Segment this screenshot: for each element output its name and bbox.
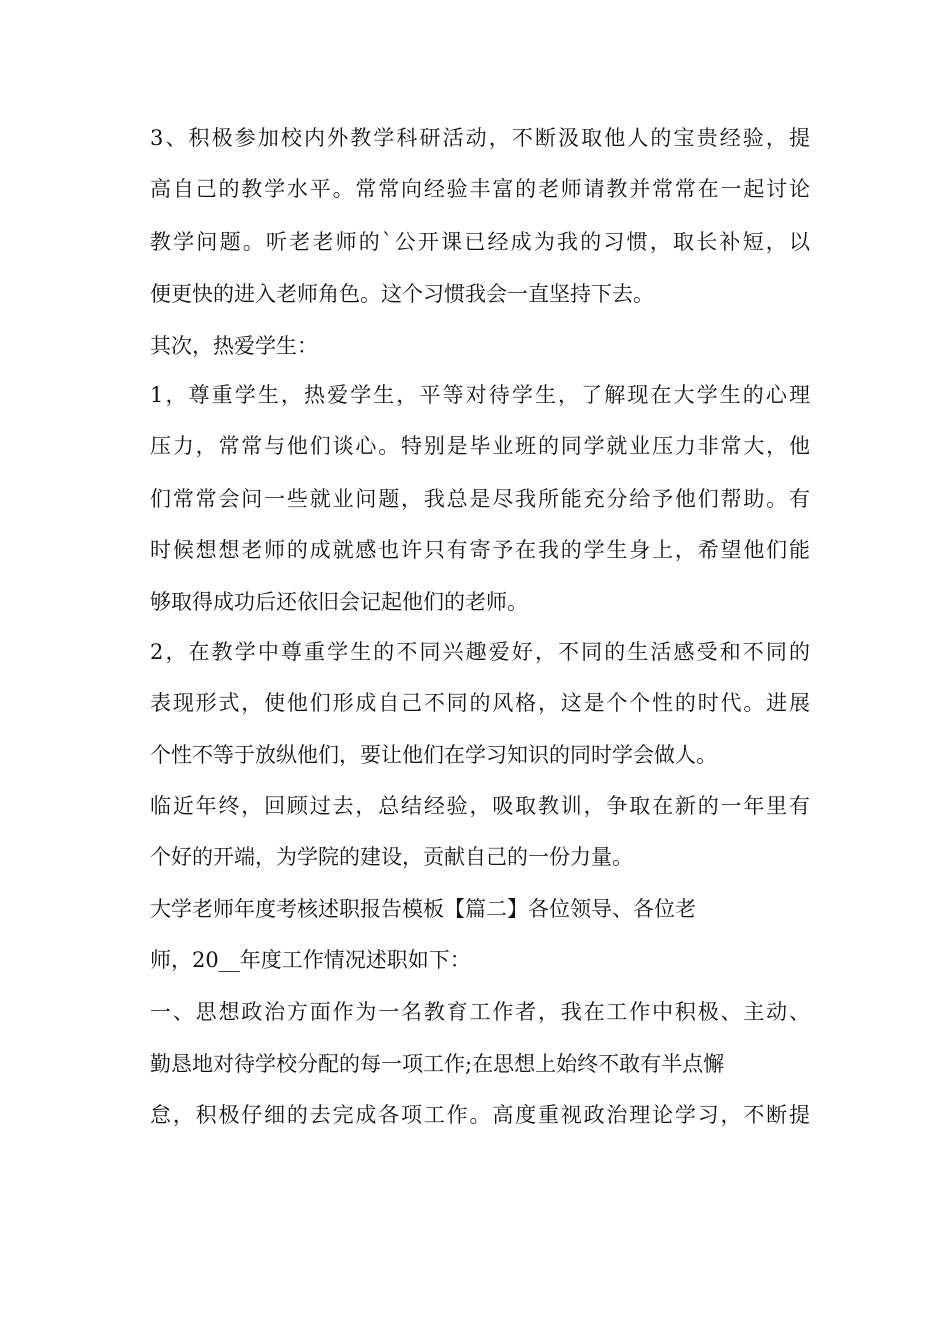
text-line: 够取得成功后还依旧会记起他们的老师。 xyxy=(150,590,528,614)
text-line: 3、积极参加校内外教学科研活动，不断汲取他人的宝贵经验，提 xyxy=(150,126,810,150)
text-line: 师，20__年度工作情况述职如下： xyxy=(150,948,471,972)
text-line: 便更快的进入老师角色。这个习惯我会一直坚持下去。 xyxy=(150,282,654,306)
text-line: 高自己的教学水平。常常向经验丰富的老师请教并常常在一起讨论 xyxy=(150,177,810,201)
text-line: 个好的开端，为学院的建设，贡献自己的一份力量。 xyxy=(150,845,633,869)
report-title-line: 大学老师年度考核述职报告模板【篇二】各位领导、各位老 xyxy=(150,897,696,921)
text-line: 2，在教学中尊重学生的不同兴趣爱好，不同的生活感受和不同的 xyxy=(150,640,810,664)
text-line: 勤恳地对待学校分配的每一项工作;在思想上始终不敢有半点懈 xyxy=(150,1052,725,1076)
text-line: 表现形式，使他们形成自己不同的风格，这是个个性的时代。进展 xyxy=(150,691,810,715)
section-heading: 其次，热爱学生： xyxy=(150,334,318,358)
text-line: 压力，常常与他们谈心。特别是毕业班的同学就业压力非常大，他 xyxy=(150,434,810,458)
text-line: 时候想想老师的成就感也许只有寄予在我的学生身上，希望他们能 xyxy=(150,538,810,562)
text-line: 怠，积极仔细的去完成各项工作。高度重视政治理论学习，不断提 xyxy=(150,1103,810,1127)
text-line: 一、思想政治方面作为一名教育工作者，我在工作中积极、主动、 xyxy=(150,1000,810,1024)
text-line: 临近年终，回顾过去，总结经验，吸取教训，争取在新的一年里有 xyxy=(150,794,810,818)
text-line: 个性不等于放纵他们，要让他们在学习知识的同时学会做人。 xyxy=(150,743,717,767)
text-line: 1，尊重学生，热爱学生，平等对待学生，了解现在大学生的心理 xyxy=(150,383,810,407)
text-line: 教学问题。听老老师的`公开课已经成为我的习惯，取长补短，以 xyxy=(150,230,810,254)
text-line: 们常常会问一些就业问题，我总是尽我所能充分给予他们帮助。有 xyxy=(150,487,810,511)
